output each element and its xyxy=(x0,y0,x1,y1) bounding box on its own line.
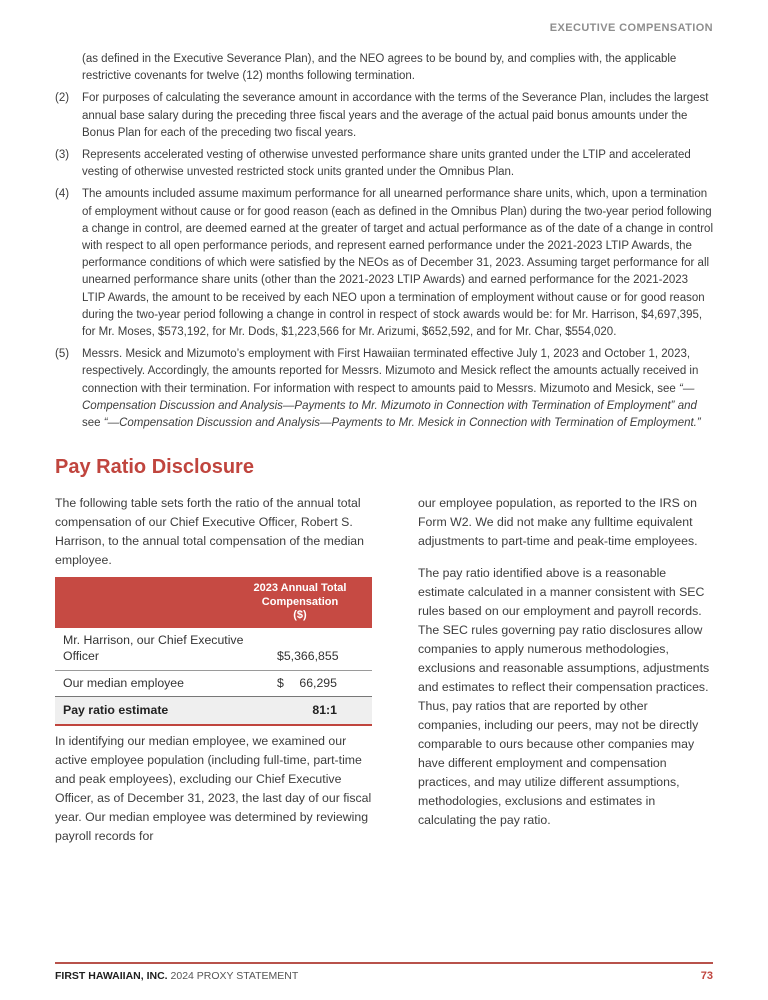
footnote-item xyxy=(55,51,713,85)
median-employee-paragraph: In identifying our median employee, we examined our active employee population (including full-time, part-time and peak employees), excluding our Chief Executive Officer, as of December 31, 2023, the last day of our fiscal year. Our median employee was determined by reviewing payroll records for xyxy=(55,733,372,843)
table-row xyxy=(55,671,372,698)
footnote-text: Represents accelerated vesting of otherwise unvested performance share units granted under the LTIP and accelerated vesting of otherwise unvested restricted stock units granted under the Omnibus Plan. xyxy=(82,149,691,179)
amount: 66,295 xyxy=(299,675,337,690)
table-header-line: Compensation xyxy=(261,595,339,608)
table-row-pay-ratio xyxy=(55,697,372,726)
table-row xyxy=(55,628,372,671)
left-column xyxy=(55,494,372,859)
footer-company-name: FIRST HAWAIIAN, INC. xyxy=(55,970,168,982)
footnote-text: For purposes of calculating the severance amount in accordance with the terms of the Severance Plan, includes the largest annual base salary during the preceding three fiscal years and the average of the actual paid bonus amounts under the Bonus Plan for each of the preceding two fiscal years. xyxy=(82,92,709,139)
intro-paragraph: The following table sets forth the ratio of the annual total compensation of our Chief Executive Officer, Robert S. Harrison, to the annual total compensation of the median employee. xyxy=(55,496,364,568)
footnote-item xyxy=(55,147,713,181)
footnote-item xyxy=(55,90,713,142)
pay-ratio-table xyxy=(55,577,372,726)
table-header-line: 2023 Annual Total xyxy=(253,582,347,595)
table-row-value xyxy=(277,675,337,692)
footnote-text: Messrs. Mesick and Mizumoto’s employment with First Hawaiian terminated effective July 1, 2023 and October 1, 2023, respectively. Accordingly, the amounts reported for Messrs. Mizumoto and Mesick reflect the amounts actually received in connection with their termination. For information with respect to amounts paid to Messrs. Mizumoto and Mesick, see “—Compensation Discussion and Analysis—Payments to Mr. Mizumoto in Connection with Termination of Employment” and see “—Compensation Discussion and Analysis—Payments to Mr. Mesick in Connection with Termination of Employment.” xyxy=(82,348,701,430)
table-row-label: Pay ratio estimate xyxy=(63,703,169,718)
table-header-cell xyxy=(240,582,360,623)
footnote-text: The amounts included assume maximum performance for all unearned performance share units, which, upon a termination of employment without cause or for good reason (each as defined in the Omnibus Plan) during the two-year period following a change in control, are deemed earned at the greater of target and actual performance as of the date of a change in control with respect to all open performance periods, and represent earned performance under the 2021-2023 LTIP Awards, the performance conditions of which were satisfied by the NEOs as of December 31, 2023. Assuming target performance for all unearned performance share units (other than the 2021-2023 LTIP Awards) and earned performance for the 2021-2023 LTIP Awards, the amount to be received by each NEO upon a termination of employment without cause or for good reason during the two-year period following a change in control in respect of stock awards would be: for Mr. Harrison, $4,697,395, for Mr. Moses, $573,192, for Mr. Dods, $1,223,566 for Mr. Arizumi, $652,592, and for Mr. Char, $554,020. xyxy=(82,188,713,339)
page-title: Pay Ratio Disclosure xyxy=(55,456,254,479)
footnote-item xyxy=(55,186,713,341)
continuation-paragraph: our employee population, as reported to the IRS on Form W2. We did not make any fulltime equivalent adjustments to part-time and peak-time employees. xyxy=(418,496,698,549)
table-header-row xyxy=(55,577,372,628)
footnote-number: (5) xyxy=(55,348,70,361)
page-footer xyxy=(55,962,713,982)
footer-left xyxy=(55,970,298,982)
footnote-item xyxy=(55,346,713,432)
footer-statement-label: 2024 PROXY STATEMENT xyxy=(170,970,299,982)
footnote-text: (as defined in the Executive Severance Plan), and the NEO agrees to be bound by, and complies with, the applicable restrictive covenants for twelve (12) months following termination. xyxy=(82,53,677,83)
running-header-text: EXECUTIVE COMPENSATION xyxy=(549,22,713,34)
currency-symbol: $ xyxy=(277,675,284,690)
table-row-label: Our median employee xyxy=(63,675,184,690)
footnote-number: (4) xyxy=(55,188,70,201)
footnote-number: (3) xyxy=(55,149,70,162)
two-column-body xyxy=(55,494,713,859)
right-column xyxy=(418,494,713,859)
sec-rules-paragraph: The pay ratio identified above is a reasonable estimate calculated in a manner consistent with SEC rules based on our employment and payroll records. The SEC rules governing pay ratio disclosures allow companies to apply numerous methodologies, exclusions and reasonable assumptions, adjustments and estimates to reflect their compensation practices. Thus, pay ratios that are reported by other companies, including our peers, may not be directly comparable to ours because other companies may have different employment and compensation practices, and may utilize different assumptions, methodologies, exclusions and estimates in calculating the pay ratio. xyxy=(418,566,710,828)
table-row-value: $5,366,855 xyxy=(277,649,339,664)
table-header-line: ($) xyxy=(293,609,307,622)
page-number: 73 xyxy=(700,970,713,982)
table-row-label: Mr. Harrison, our Chief Executive Officer xyxy=(63,632,244,664)
footnote-number: (2) xyxy=(55,92,70,105)
footnote-list xyxy=(55,51,713,432)
table-row-value: 81:1 xyxy=(312,703,337,718)
footnote-number xyxy=(55,51,82,85)
running-header xyxy=(55,22,713,34)
